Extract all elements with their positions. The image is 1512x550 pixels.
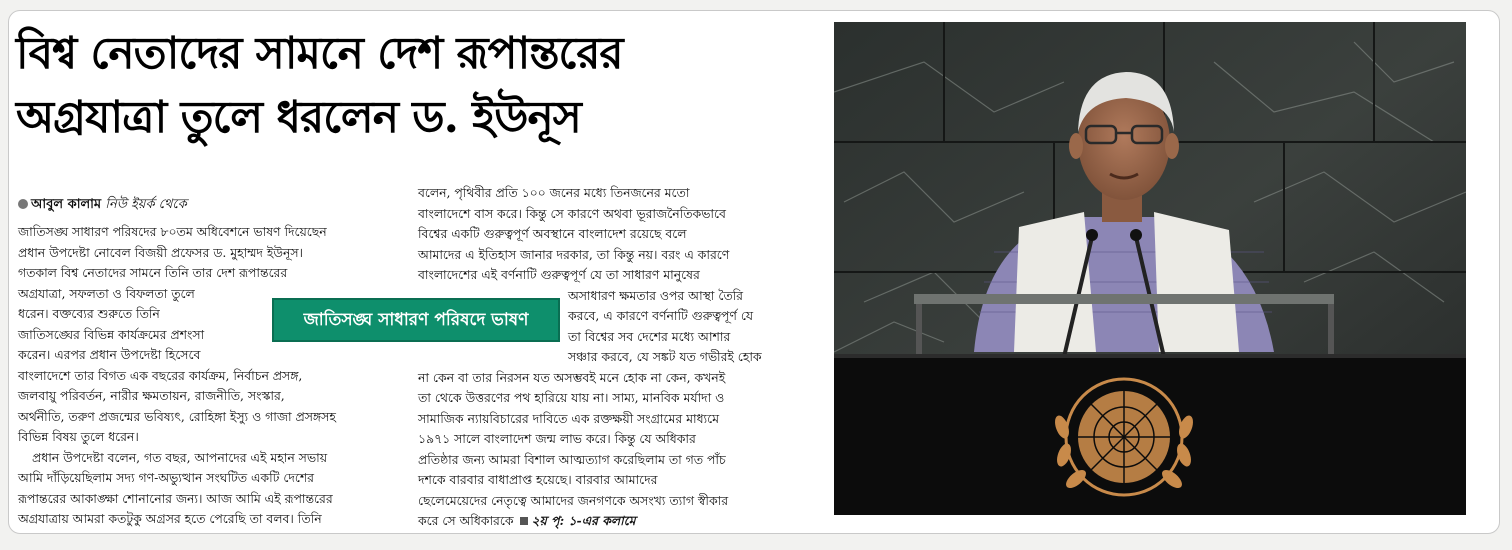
text-line: জাতিসঙ্ঘের বিভিন্ন কার্যক্রমের প্রশংসা <box>18 326 205 342</box>
text-line: অগ্রযাত্রায় আমরা কতটুকু অগ্রসর হতে পেরেছি তা বলব। তিনি <box>18 511 322 526</box>
byline <box>18 195 187 216</box>
text-line: অর্থনীতি, তরুণ প্রজন্মের ভবিষ্যৎ, রোহিঙ্গা ইস্যু ও গাজা প্রসঙ্গসহ <box>18 408 336 424</box>
text-line: প্রধান উপদেষ্টা নোবেল বিজয়ী প্রফেসর ড. মুহাম্মদ ইউনূস। <box>18 244 303 260</box>
text-line: না কেন বা তার নিরসন যত অসম্ভবই মনে হোক না কেন, কখনই <box>418 369 726 385</box>
text-line: করবে, এ কারণে বর্ণনাটি গুরুত্বপূর্ণ যে <box>568 308 754 323</box>
text-line: সামাজিক ন্যায়বিচারের দাবিতে এক রক্তক্ষয়ী সংগ্রামের মাধ্যমে <box>418 410 719 426</box>
text-line: দশকে বারবার বাধাপ্রাপ্ত হয়েছে। বারবার আমাদের <box>418 472 658 487</box>
text-line: বলেন, পৃথিবীর প্রতি ১০০ জনের মধ্যে তিনজনের মতো <box>418 185 690 200</box>
text-line: ধরেন। বক্তব্যের শুরুতে তিনি <box>18 306 160 321</box>
text-line: রূপান্তরের আকাঙ্ক্ষা শোনানোর জন্য। আজ আমি এই রূপান্তরের <box>18 490 333 506</box>
text-line: জাতিসঙ্ঘ সাধারণ পরিষদের ৮০তম অধিবেশনে ভাষণ দিয়েছেন <box>18 224 327 239</box>
lectern-rail <box>914 294 1334 304</box>
text-line: আমি দাঁড়িয়েছিলাম সদ্য গণ-অভ্যুত্থান সংঘটিত একটি দেশের <box>18 470 314 485</box>
byline-place: নিউ ইয়র্ক থেকে <box>105 197 187 212</box>
text-line: অগ্রযাত্রা, সফলতা ও বিফলতা তুলে <box>18 285 195 301</box>
text-line: জলবায়ু পরিবর্তন, নারীর ক্ষমতায়ন, রাজনীতি, সংস্কার, <box>18 388 285 403</box>
podium-edge <box>834 354 1466 358</box>
text-line: বিভিন্ন বিষয় তুলে ধরেন। <box>18 429 139 444</box>
text-line: বিশ্বের একটি গুরুত্বপূর্ণ অবস্থানে বাংলাদেশ রয়েছে বলে <box>418 226 687 241</box>
headline-line-1: বিশ্ব নেতাদের সামনে দেশ রূপান্তরের <box>16 28 623 79</box>
text-line: তা বিশ্বের সব দেশের মধ্যে আশার <box>568 328 731 344</box>
byline-name: আবুল কালাম <box>31 197 102 212</box>
text-line: বাংলাদেশে বাস করে। কিন্তু সে কারণে অথবা ভূরাজনৈতিকভাবে <box>418 205 726 221</box>
text-line: বাংলাদেশের এই বর্ণনাটি গুরুত্বপূর্ণ যে তা সাধারণ মানুষের <box>418 267 700 282</box>
continuation-text: ২য় পৃ: ১-এর কলামে <box>531 513 636 528</box>
text-line: অসাধারণ ক্ষমতার ওপর আস্থা তৈরি <box>568 287 743 303</box>
text-line <box>418 511 762 532</box>
subheading-box: জাতিসঙ্ঘ সাধারণ পরিষদে ভাষণ <box>272 298 560 342</box>
text-line: সঞ্চার করবে, যে সঙ্কট যত গভীরই হোক <box>568 349 762 364</box>
rail-post-left <box>916 304 922 359</box>
mic-head-right <box>1130 229 1142 241</box>
text-line: ছেলেমেয়েদের নেতৃত্বে আমাদের জনগণকে অসংখ্য ত্যাগ স্বীকার <box>418 492 729 508</box>
headline <box>16 22 816 150</box>
text-line: করেন। এরপর প্রধান উপদেষ্টা হিসেবে <box>18 347 201 362</box>
vest-left <box>1014 212 1096 352</box>
continuation-note <box>514 513 636 528</box>
headline-line-2: অগ্রযাত্রা তুলে ধরলেন ড. ইউনূস <box>16 92 581 143</box>
rail-post-right <box>1328 304 1334 359</box>
ear-right <box>1165 133 1179 159</box>
text-line: প্রধান উপদেষ্টা বলেন, গত বছর, আপনাদের এই মহান সভায় <box>32 449 327 465</box>
bullet-icon <box>18 199 28 209</box>
mic-head-left <box>1086 229 1098 241</box>
text-line: গতকাল বিশ্ব নেতাদের সামনে তিনি তার দেশ রূপান্তরের <box>18 265 288 280</box>
speaker-at-podium-illustration <box>834 22 1466 515</box>
article-column-1 <box>18 222 336 530</box>
text-line: বাংলাদেশে তার বিগত এক বছরের কার্যক্রম, নির্বাচন প্রসঙ্গ, <box>18 367 303 383</box>
vest-right <box>1154 212 1239 352</box>
ear-left <box>1069 133 1083 159</box>
square-bullet-icon <box>520 517 528 525</box>
text-line: ১৯৭১ সালে বাংলাদেশ জন্ম লাভ করে। কিন্তু যে অধিকার <box>418 431 696 446</box>
article-column-2 <box>418 183 762 532</box>
text-line-end: করে সে অধিকারকে <box>418 513 514 528</box>
news-photo <box>834 22 1466 515</box>
text-line: আমাদের এ ইতিহাস জানার দরকার, তা কিন্তু নয়। বরং এ কারণে <box>418 246 730 262</box>
text-line: তা থেকে উত্তরণের পথ হারিয়ে যায় না। সাম্য, মানবিক মর্যাদা ও <box>418 390 725 405</box>
text-line: প্রতিষ্ঠার জন্য আমরা বিশাল আত্মত্যাগ করেছিলাম তা গত পাঁচ <box>418 451 726 467</box>
